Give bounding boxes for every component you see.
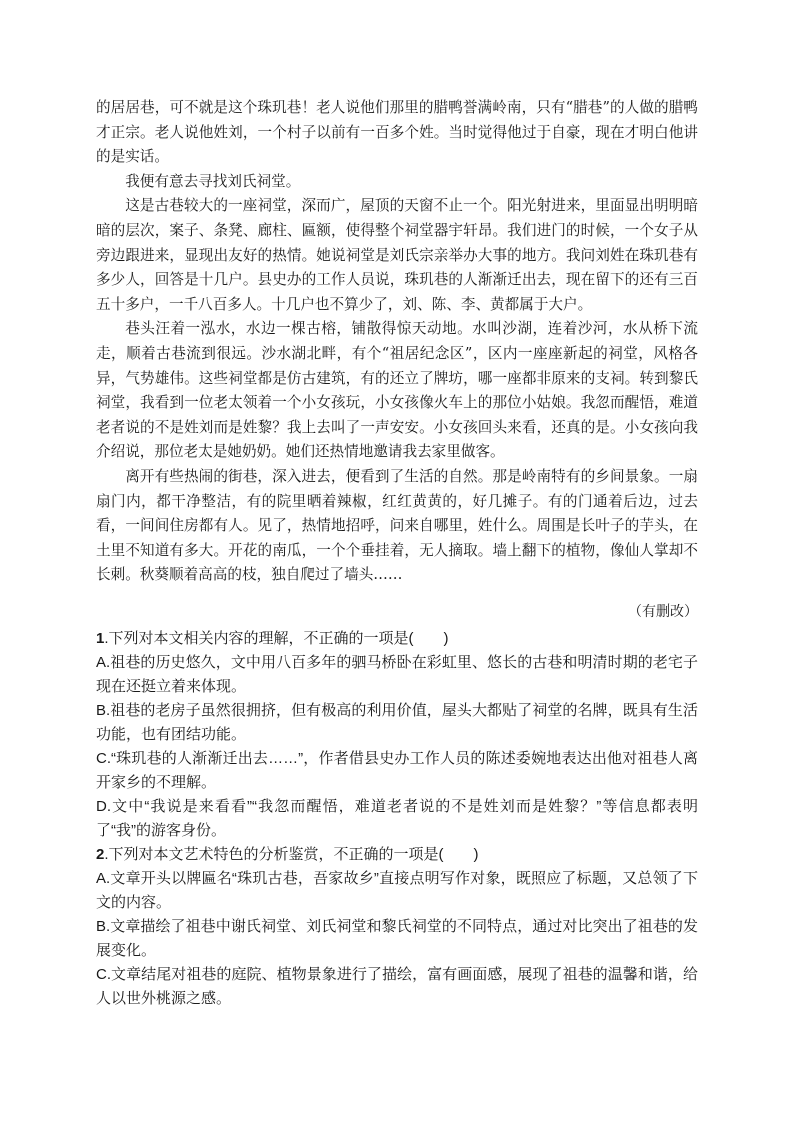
question-text: .下列对本文艺术特色的分析鉴赏，不正确的一项是( ) bbox=[104, 846, 479, 863]
option-c: C.文章结尾对祖巷的庭院、植物景象进行了描绘，富有画面感，展现了祖巷的温馨和谐，给人以世外桃源之感。 bbox=[96, 966, 698, 1007]
option-d: D.文中“我说是来看看”“我忽而醒悟，难道老者说的不是姓刘而是姓黎？”等信息都表明了“我”的游客身份。 bbox=[96, 798, 698, 839]
passage-paragraph: 离开有些热闹的街巷，深入进去，便看到了生活的自然。那是岭南特有的乡间景象。一扇扇门内，都干净整洁，有的院里晒着辣椒，红红黄黄的，好几摊子。有的门通着后边，过去看，一间间住房都有人。见了，热情地招呼，问来自哪里，姓什么。周围是长叶子的芋头，在土里不知道有多大。开花的南瓜，一个个垂挂着，无人摘取。墙上翻下的植物，像仙人掌却不长刺。秋葵顺着高高的枝，独自爬过了墙头…… bbox=[96, 467, 698, 584]
question-1 bbox=[96, 627, 698, 843]
passage-paragraph: 这是古巷较大的一座祠堂，深而广，屋顶的天窗不止一个。阳光射进来，里面显出明明暗暗的层次，案子、条凳、廊柱、匾额，使得整个祠堂器宇轩昂。我们进门的时候，一个女子从旁边跟进来，显现出友好的热情。她说祠堂是刘氏宗亲举办大事的地方。我问刘姓在珠玑巷有多少人，回答是十几户。县史办的工作人员说，珠玑巷的人渐渐迁出去，现在留下的还有三百五十多户，一千八百多人。十几户也不算少了，刘、陈、李、黄都属于大户。 bbox=[96, 197, 698, 313]
option-c: C.“珠玑巷的人渐渐迁出去……”，作者借县史办工作人员的陈述委婉地表达出他对祖巷人离开家乡的不理解。 bbox=[96, 750, 698, 791]
passage-paragraph: 巷头汪着一泓水，水边一棵古榕，铺散得惊天动地。水叫沙湖，连着沙河，水从桥下流走，顺着古巷流到很远。沙水湖北畔，有个“祖居纪念区”，区内一座座新起的祠堂，风格各异，气势雄伟。这些祠堂都是仿古建筑，有的还立了牌坊，哪一座都非原来的支祠。转到黎氏祠堂，我看到一位老太领着一个小女孩玩，小女孩像火车上的那位小姑娘。我忽而醒悟，难道老者说的不是姓刘而是姓黎？我上去叫了一声安安。小女孩回头来看，还真的是。小女孩向我介绍说，那位老太是她奶奶。她们还热情地邀请我去家里做客。 bbox=[96, 320, 698, 461]
question-number: 2 bbox=[96, 846, 105, 863]
option-b: B.文章描绘了祖巷中谢氏祠堂、刘氏祠堂和黎氏祠堂的不同特点，通过对比突出了祖巷的发展变化。 bbox=[96, 918, 698, 959]
source-note: （有删改） bbox=[628, 604, 698, 620]
question-2 bbox=[96, 843, 698, 1011]
question-number: 1 bbox=[96, 630, 105, 647]
option-b: B.祖巷的老房子虽然很拥挤，但有极高的利用价值，屋头大都贴了祠堂的名牌，既具有生活功能，也有团结功能。 bbox=[96, 702, 698, 743]
question-stem bbox=[96, 843, 698, 867]
question-stem bbox=[96, 627, 698, 651]
question-text: .下列对本文相关内容的理解，不正确的一项是( ) bbox=[104, 630, 449, 647]
option-a: A.祖巷的历史悠久，文中用八百多年的驷马桥卧在彩虹里、悠长的古巷和明清时期的老宅子现在还挺立着来体现。 bbox=[96, 654, 698, 695]
option-a: A.文章开头以牌匾名“珠玑古巷，吾家故乡”直接点明写作对象，既照应了标题，又总领了下文的内容。 bbox=[96, 870, 698, 911]
question-list bbox=[96, 627, 698, 1011]
passage-paragraph: 的居居巷，可不就是这个珠玑巷！老人说他们那里的腊鸭誉满岭南，只有“腊巷”的人做的腊鸭才正宗。老人说他姓刘，一个村子以前有一百多个姓。当时觉得他过于自豪，现在才明白他讲的是实话。 bbox=[96, 99, 698, 166]
reading-passage bbox=[96, 96, 698, 588]
passage-paragraph: 我便有意去寻找刘氏祠堂。 bbox=[125, 172, 301, 190]
